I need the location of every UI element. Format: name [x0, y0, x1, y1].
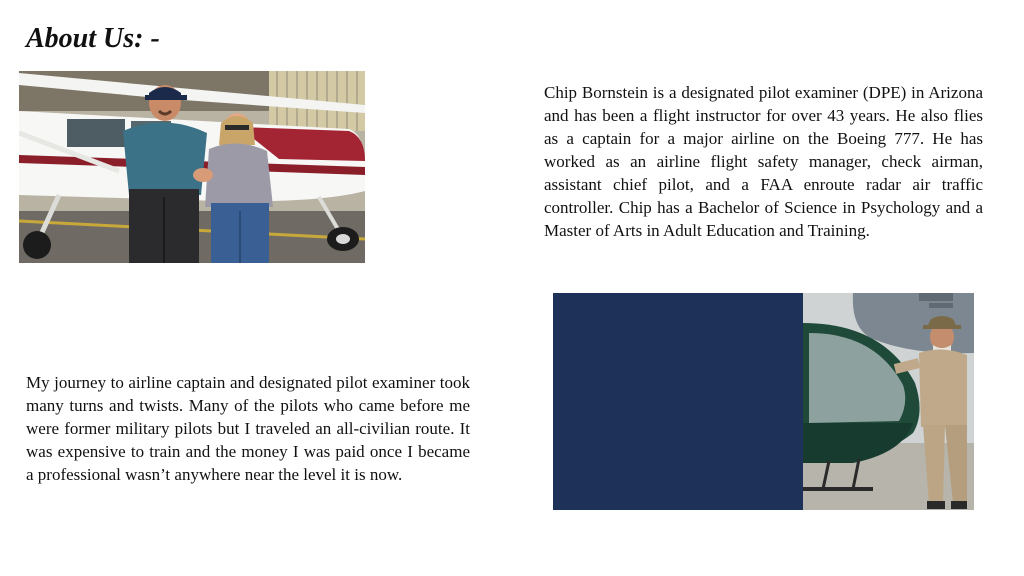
pilot-helicopter-photo	[553, 293, 974, 510]
page-title: About Us: -	[26, 23, 160, 54]
instructor-student-photo	[19, 71, 365, 263]
navy-panel	[553, 293, 803, 510]
story-paragraph: My journey to airline captain and designated pilot examiner took many turns and twists. Many of the pilots who came before me were former military pilots but I traveled an all-civilian route. It was expensive to train and the money I was paid once I became a professional wasn’t anywhere near the level it is now.	[26, 373, 470, 484]
bio-paragraph: Chip Bornstein is a designated pilot examiner (DPE) in Arizona and has been a flight instructor for over 43 years. He also flies as a captain for a major airline on the Boeing 777. He has worked as an airline flight safety manager, check airman, assistant chief pilot, and a FAA enroute radar air traffic controller. Chip has a Bachelor of Science in Psychology and a Master of Arts in Adult Education and Training.	[544, 83, 983, 240]
